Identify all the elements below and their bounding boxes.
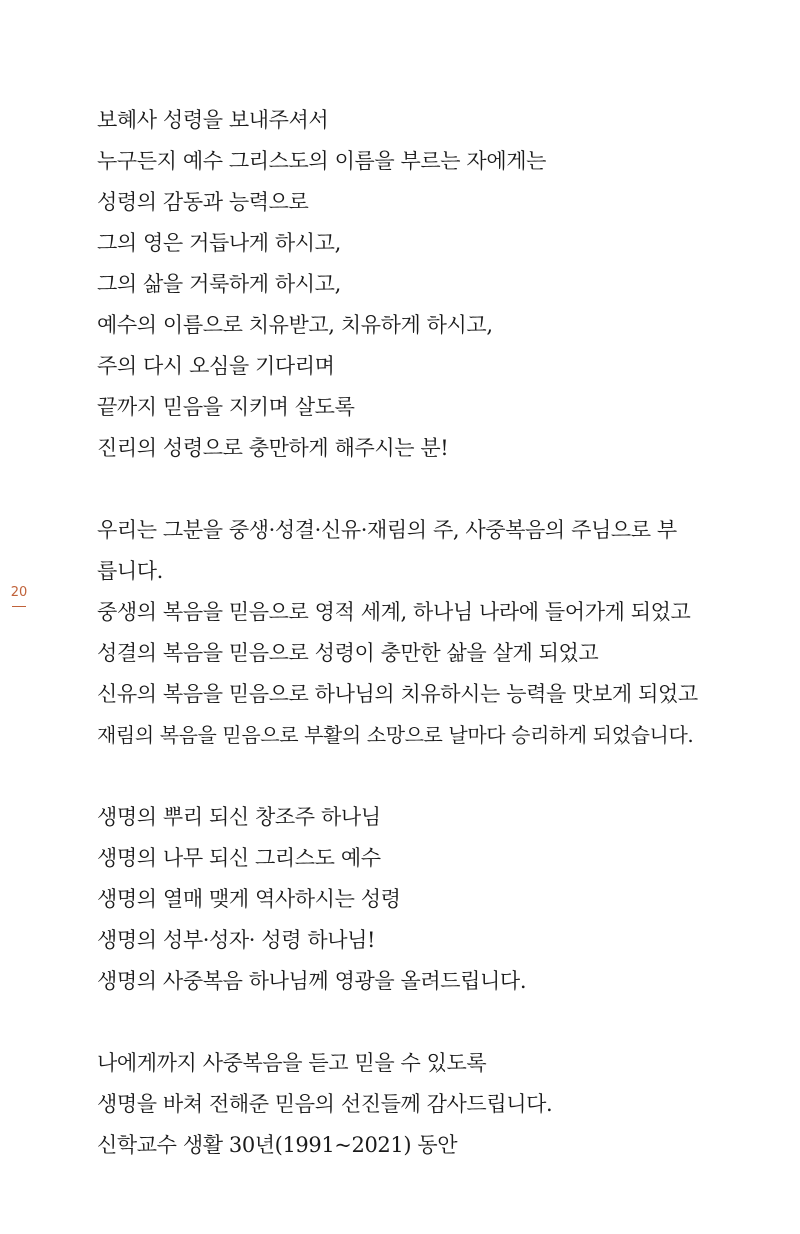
stanza-god-of-life — [97, 797, 707, 1002]
text-line: 재림의 복음을 믿음으로 부활의 소망으로 날마다 승리하게 되었습니다. — [97, 723, 694, 747]
text-line: 릅니다. — [97, 559, 163, 583]
text-line: 생명을 바쳐 전해준 믿음의 선진들께 감사드립니다. — [97, 1092, 553, 1116]
text-line: 생명의 사중복음 하나님께 영광을 올려드립니다. — [97, 969, 527, 993]
text-line: 성령의 감동과 능력으로 — [97, 190, 309, 214]
text-line: 생명의 뿌리 되신 창조주 하나님 — [97, 805, 381, 829]
page-number — [8, 585, 30, 607]
text-line: 예수의 이름으로 치유받고, 치유하게 하시고, — [97, 313, 493, 337]
text-line: 진리의 성령으로 충만하게 해주시는 분! — [97, 436, 449, 460]
text-line: 성결의 복음을 믿음으로 성령이 충만한 삶을 살게 되었고 — [97, 641, 599, 665]
text-line: 우리는 그분을 중생·성결·신유·재림의 주, 사중복음의 주님으로 부 — [97, 518, 677, 542]
page-number-divider — [12, 606, 26, 607]
text-line: 신학교수 생활 30년(1991~2021) 동안 — [97, 1133, 458, 1157]
text-line: 그의 삶을 거룩하게 하시고, — [97, 272, 341, 296]
text-line: 나에게까지 사중복음을 듣고 믿을 수 있도록 — [97, 1051, 487, 1075]
text-line: 보혜사 성령을 보내주셔서 — [97, 108, 329, 132]
text-line: 생명의 나무 되신 그리스도 예수 — [97, 846, 381, 870]
text-line: 신유의 복음을 믿음으로 하나님의 치유하시는 능력을 맛보게 되었고 — [97, 682, 698, 706]
page-number-text: 20 — [10, 585, 28, 600]
text-line: 생명의 성부·성자· 성령 하나님! — [97, 928, 376, 952]
poem-body — [97, 100, 707, 1207]
text-line: 중생의 복음을 믿음으로 영적 세계, 하나님 나라에 들어가게 되었고 — [97, 600, 691, 624]
text-line: 끝까지 믿음을 지키며 살도록 — [97, 395, 355, 419]
stanza-holy-spirit — [97, 100, 707, 469]
text-line: 생명의 열매 맺게 역사하시는 성령 — [97, 887, 401, 911]
text-line: 그의 영은 거듭나게 하시고, — [97, 231, 341, 255]
stanza-fourfold-gospel — [97, 510, 707, 756]
stanza-thanks — [97, 1043, 707, 1166]
text-line: 주의 다시 오심을 기다리며 — [97, 354, 335, 378]
text-line: 누구든지 예수 그리스도의 이름을 부르는 자에게는 — [97, 149, 546, 173]
